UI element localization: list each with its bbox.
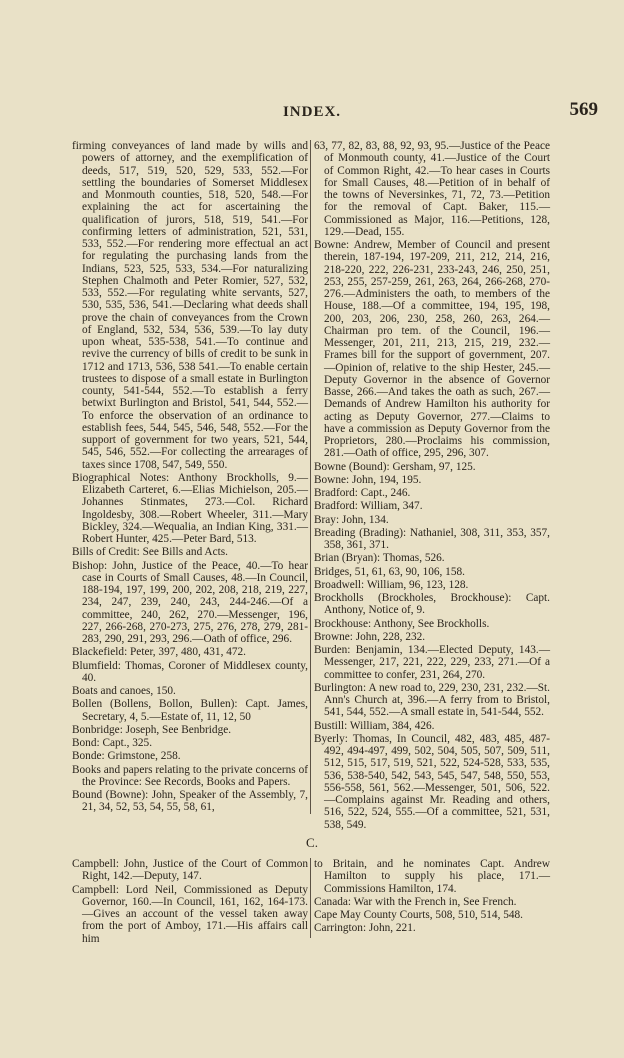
index-entry: Blumfield: Thomas, Coroner of Middlesex county, 40. [72,659,308,684]
column-divider [310,858,311,938]
index-entry: Bradford: William, 347. [314,500,423,513]
index-entry: 63, 77, 82, 83, 88, 92, 93, 95.—Justice of the Peace of Monmouth county, 41.—Justice of the Court of Common Right, 42.—To hear cases in Courts for Small Causes, 48.—Petition of in behalf of the towns of Neversinkes, 71, 72, 73.—Petition for the removal of Capt. Baker, 115.—Commissioned as Major, 116.—Petitions, 128, 129.—Dead, 155. [314,140,550,238]
section-letter-heading: C. [306,835,318,850]
index-entry: Canada: War with the French in, See French. [314,895,517,908]
index-entry: Blackefield: Peter, 397, 480, 431, 472. [72,646,246,659]
index-entry: Broadwell: William, 96, 123, 128. [314,578,469,591]
index-entry: Campbell: John, Justice of the Court of Common Right, 142.—Deputy, 147. [72,858,308,883]
index-entry: Bound (Bowne): John, Speaker of the Assembly, 7, 21, 34, 52, 53, 54, 55, 58, 61, [72,789,308,814]
index-entry: Bridges, 51, 61, 63, 90, 106, 158. [314,565,465,578]
index-entry: Burden: Benjamin, 134.—Elected Deputy, 143.—Messenger, 217, 221, 222, 229, 233, 271.—Of a committee to confer, 231, 264, 270. [314,644,550,681]
index-entry: Bishop: John, Justice of the Peace, 40.—To hear case in Courts of Small Causes, 48.—In Council, 188-194, 197, 199, 200, 202, 208, 218, 219, 227, 234, 247, 239, 240, 243, 244-246.—Of a committee, 240, 262, 270.—Messenger, 196, 227, 266-268, 270-273, 275, 276, 278, 279, 281-283, 290, 291, 293, 296.—Oath of office, 296. [72,559,308,645]
index-entry: Bowne (Bound): Gersham, 97, 125. [314,460,476,473]
index-entry: Bradford: Capt., 246. [314,487,411,499]
index-entry: Bonbridge: Joseph, See Benbridge. [72,723,232,736]
index-entry: Brockhouse: Anthony, See Brockholls. [314,617,490,630]
index-entry: Campbell: Lord Neil, Commissioned as Deputy Governor, 160.—In Council, 161, 162, 164-173.—Gives an account of the vessel taken away from the port of Amboy, 171.—His affairs call him [72,883,308,945]
index-entry: Bowne: John, 194, 195. [314,473,422,486]
index-entry: Byerly: Thomas, In Council, 482, 483, 485, 487-492, 494-497, 499, 502, 504, 505, 507, 509, 511, 512, 515, 517, 519, 521, 522, 524-528, 533, 535, 536, 538-540, 542, 543, 545, 547, 548, 550, 553, 556-558, 561, 562.—Messenger, 501, 506, 522.—Complains against Mr. Reading and others, 516, 522, 524, 555.—Of a committee, 521, 531, 538, 549. [314,732,550,831]
index-entry: Bonde: Grimstone, 258. [72,750,181,763]
index-entry: Burlington: A new road to, 229, 230, 231, 232.—St. Ann's Church at, 396.—A ferry from to Bristol, 541, 544, 552.—A small estate in, 541-544, 552. [314,681,550,719]
column-divider [310,140,311,814]
index-entry: Brian (Bryan): Thomas, 526. [314,552,445,565]
index-entry: to Britain, and he nominates Capt. Andrew Hamilton to supply his place, 171.—Commissions Hamilton, 174. [314,858,550,895]
index-entry: firming conveyances of land made by wills and powers of attorney, and the exemplification of deeds, 517, 519, 520, 529, 533, 552.—For settling the boundaries of Somerset Middlesex and Monmouth counties, 518, 520, 548.—For explaining the act for ascertaining the qualification of jurors, 518, 519, 541.—For confirming letters of administration, 521, 531, 533, 552.—For rendering more effectual an act for regulating the purchasing lands from the Indians, 523, 525, 533, 534.—For naturalizing Stephen Chalmoth and Peter Romier, 527, 532, 533, 552.—For regulating white servants, 527, 530, 535, 536, 541.—Declaring what deeds shall prove the chain of conveyances from the Crown of England, 532, 534, 536, 539.—To lay duty upon wheat, 535-538, 541.—To continue and revive the currency of bills of credit to be sunk in 1712 and 1713, 536, 538 541.—To enable certain trustees to dispose of a small estate in Burlington county, 541-544, 552.—To establish a ferry betwixt Burlington and Bristol, 541, 544, 552.—To enforce the observation of an ordinance to establish fees, 544, 545, 546, 548, 552.—For the support of government for two years, 521, 544, 545, 546, 552.—For collecting the arrearages of taxes since 1708, 547, 549, 550. [72,140,308,471]
index-entry: Bowne: Andrew, Member of Council and present therein, 187-194, 197-209, 211, 212, 214, 216, 218-220, 222, 226-231, 233-243, 246, 250, 251, 253, 255, 257-259, 261, 263, 264, 266-268, 270-276.—Administers the oath, to members of the House, 188.—Of a committee, 194, 195, 198, 200, 203, 206, 230, 258, 260, 263, 264.—Chairman pro tem. of the Council, 196.—Messenger, 201, 211, 213, 215, 219, 232.—Frames bill for the support of government, 207.—Opinion of, relative to the ship Hester, 245.—Deputy Governor in the absence of Governor Basse, 266.—And takes the oath as such, 267.—Demands of Andrew Hamilton his authority for acting as Deputy Governor, 277.—Claims to have a commission as Deputy Governor from the Proprietors, 280.—Proclaims his commission, 281.—Oath of office, 295, 296, 307. [314,239,550,460]
index-entry: Brockholls (Brockholes, Brockhouse): Capt. Anthony, Notice of, 9. [314,592,550,617]
index-entry: Biographical Notes: Anthony Brockholls, 9.—Elizabeth Carteret, 6.—Elias Michielson, 205.—Johannes Stinmates, 273.—Col. Richard Ingoldesby, 308.—Robert Wheeler, 311.—Mary Bickley, 324.—Wequalia, an Indian King, 331.—Robert Hunter, 425.—Peter Bard, 513. [72,471,308,545]
index-entry: Breading (Brading): Nathaniel, 308, 311, 353, 357, 358, 361, 371. [314,526,550,551]
index-entry: Bond: Capt., 325. [72,737,153,749]
index-entry: Bustill: William, 384, 426. [314,719,435,732]
index-entry: Browne: John, 228, 232. [314,630,426,643]
index-entry: Books and papers relating to the private concerns of the Province: See Records, Books and Papers. [72,763,308,788]
index-column-left [72,140,308,815]
index-entry: Bills of Credit: See Bills and Acts. [72,546,228,559]
index-entry: Bollen (Bollens, Bollon, Bullen): Capt. James, Secretary, 4, 5.—Estate of, 11, 12, 50 [72,698,308,723]
index-c-column-left [72,858,308,946]
index-column-right [314,140,550,832]
index-c-column-right [314,858,550,936]
page-number: 569 [569,99,598,120]
page-header-title: INDEX. [282,104,342,120]
index-entry: Cape May County Courts, 508, 510, 514, 548. [314,909,523,921]
index-entry: Bray: John, 134. [314,513,389,526]
index-entry: Boats and canoes, 150. [72,685,176,697]
index-entry: Carrington: John, 221. [314,922,416,935]
